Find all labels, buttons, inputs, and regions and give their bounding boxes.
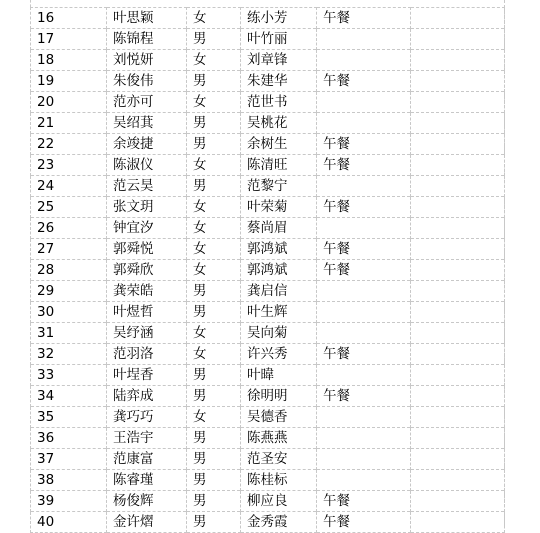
cell-number[interactable]: 34	[31, 386, 107, 407]
cell-parent-name[interactable]: 余树生	[241, 134, 317, 155]
cell-parent-name[interactable]: 陈清旺	[241, 155, 317, 176]
cell-number[interactable]: 23	[31, 155, 107, 176]
student-table-body	[31, 8, 505, 533]
cell-empty[interactable]	[411, 302, 505, 323]
table-row	[31, 323, 505, 344]
cell-number[interactable]: 35	[31, 407, 107, 428]
cell-number[interactable]: 33	[31, 365, 107, 386]
cell-meal[interactable]	[317, 407, 411, 428]
cell-student-name[interactable]: 龚荣皓	[107, 281, 187, 302]
cell-student-name[interactable]: 王浩宇	[107, 428, 187, 449]
cell-parent-name[interactable]: 郭鸿斌	[241, 260, 317, 281]
table-row	[31, 407, 505, 428]
cell-empty[interactable]	[411, 197, 505, 218]
cell-number[interactable]: 36	[31, 428, 107, 449]
cell-number[interactable]: 28	[31, 260, 107, 281]
cell-student-name[interactable]: 郭舜悦	[107, 239, 187, 260]
cell-number[interactable]: 30	[31, 302, 107, 323]
cell-meal[interactable]: 午餐	[317, 386, 411, 407]
cell-number[interactable]: 19	[31, 71, 107, 92]
cell-empty[interactable]	[411, 176, 505, 197]
cell-student-name[interactable]: 范亦可	[107, 92, 187, 113]
cell-gender[interactable]: 男	[187, 281, 241, 302]
cell-number[interactable]: 21	[31, 113, 107, 134]
cell-meal[interactable]	[317, 113, 411, 134]
cell-meal[interactable]	[317, 470, 411, 491]
cell-parent-name[interactable]: 范世书	[241, 92, 317, 113]
table-row	[31, 239, 505, 260]
cell-meal[interactable]: 午餐	[317, 260, 411, 281]
table-row	[31, 491, 505, 512]
cell-parent-name[interactable]: 陈桂标	[241, 470, 317, 491]
table-row	[31, 470, 505, 491]
cell-gender[interactable]: 男	[187, 491, 241, 512]
cell-student-name[interactable]: 郭舜欣	[107, 260, 187, 281]
cell-parent-name[interactable]: 叶生辉	[241, 302, 317, 323]
cell-meal[interactable]	[317, 218, 411, 239]
cell-meal[interactable]: 午餐	[317, 344, 411, 365]
cell-meal[interactable]: 午餐	[317, 491, 411, 512]
cell-gender[interactable]: 男	[187, 428, 241, 449]
cell-gender[interactable]: 女	[187, 323, 241, 344]
cell-parent-name[interactable]: 陈燕燕	[241, 428, 317, 449]
cell-number[interactable]: 40	[31, 512, 107, 533]
table-row	[31, 281, 505, 302]
cell-meal[interactable]: 午餐	[317, 239, 411, 260]
table-row	[31, 155, 505, 176]
cell-number[interactable]: 32	[31, 344, 107, 365]
cell-gender[interactable]: 女	[187, 50, 241, 71]
cell-empty[interactable]	[411, 323, 505, 344]
grid-right-edge	[504, 0, 505, 527]
cell-empty[interactable]	[411, 344, 505, 365]
cell-parent-name[interactable]: 郭鸿斌	[241, 239, 317, 260]
cell-meal[interactable]: 午餐	[317, 71, 411, 92]
cell-gender[interactable]: 男	[187, 470, 241, 491]
cell-number[interactable]: 38	[31, 470, 107, 491]
table-row	[31, 260, 505, 281]
table-row	[31, 92, 505, 113]
cell-number[interactable]: 39	[31, 491, 107, 512]
cell-gender[interactable]: 女	[187, 8, 241, 29]
cell-number[interactable]: 37	[31, 449, 107, 470]
cell-meal[interactable]: 午餐	[317, 155, 411, 176]
cell-number[interactable]: 20	[31, 92, 107, 113]
cell-student-name[interactable]: 张文玥	[107, 197, 187, 218]
cell-empty[interactable]	[411, 491, 505, 512]
cell-parent-name[interactable]: 龚启信	[241, 281, 317, 302]
cell-empty[interactable]	[411, 470, 505, 491]
cell-meal[interactable]	[317, 323, 411, 344]
cell-number[interactable]: 22	[31, 134, 107, 155]
cell-number[interactable]: 31	[31, 323, 107, 344]
cell-meal[interactable]	[317, 428, 411, 449]
cell-empty[interactable]	[411, 365, 505, 386]
cell-meal[interactable]	[317, 365, 411, 386]
cell-number[interactable]: 24	[31, 176, 107, 197]
grid-top-edge	[30, 0, 504, 7]
cell-student-name[interactable]: 刘悦妍	[107, 50, 187, 71]
cell-gender[interactable]: 女	[187, 344, 241, 365]
cell-empty[interactable]	[411, 155, 505, 176]
cell-gender[interactable]: 女	[187, 260, 241, 281]
cell-meal[interactable]	[317, 302, 411, 323]
cell-gender[interactable]: 女	[187, 197, 241, 218]
cell-gender[interactable]: 男	[187, 134, 241, 155]
cell-student-name[interactable]: 朱俊伟	[107, 71, 187, 92]
table-row	[31, 449, 505, 470]
cell-parent-name[interactable]: 金秀霞	[241, 512, 317, 533]
cell-student-name[interactable]: 叶埕香	[107, 365, 187, 386]
table-row	[31, 197, 505, 218]
cell-student-name[interactable]: 范羽洛	[107, 344, 187, 365]
cell-empty[interactable]	[411, 407, 505, 428]
cell-meal[interactable]	[317, 449, 411, 470]
cell-parent-name[interactable]: 练小芳	[241, 8, 317, 29]
cell-number[interactable]: 17	[31, 29, 107, 50]
cell-number[interactable]: 26	[31, 218, 107, 239]
cell-meal[interactable]: 午餐	[317, 8, 411, 29]
cell-student-name[interactable]: 金许熠	[107, 512, 187, 533]
table-row	[31, 113, 505, 134]
cell-parent-name[interactable]: 吴桃花	[241, 113, 317, 134]
cell-parent-name[interactable]: 吴向菊	[241, 323, 317, 344]
cell-student-name[interactable]: 余竣捷	[107, 134, 187, 155]
cell-empty[interactable]	[411, 50, 505, 71]
cell-student-name[interactable]: 陈睿瑾	[107, 470, 187, 491]
cell-parent-name[interactable]: 蔡尚眉	[241, 218, 317, 239]
table-row	[31, 428, 505, 449]
cell-empty[interactable]	[411, 92, 505, 113]
cell-number[interactable]: 25	[31, 197, 107, 218]
cell-gender[interactable]: 女	[187, 92, 241, 113]
cell-student-name[interactable]: 范康富	[107, 449, 187, 470]
cell-student-name[interactable]: 叶思颖	[107, 8, 187, 29]
cell-number[interactable]: 27	[31, 239, 107, 260]
cell-gender[interactable]: 男	[187, 176, 241, 197]
cell-empty[interactable]	[411, 386, 505, 407]
cell-parent-name[interactable]: 许兴秀	[241, 344, 317, 365]
cell-student-name[interactable]: 钟宜汐	[107, 218, 187, 239]
cell-meal[interactable]: 午餐	[317, 512, 411, 533]
table-row	[31, 29, 505, 50]
cell-meal[interactable]	[317, 176, 411, 197]
cell-gender[interactable]: 女	[187, 155, 241, 176]
cell-meal[interactable]: 午餐	[317, 197, 411, 218]
table-row	[31, 344, 505, 365]
cell-parent-name[interactable]: 叶暐	[241, 365, 317, 386]
cell-student-name[interactable]: 杨俊辉	[107, 491, 187, 512]
table-row	[31, 71, 505, 92]
table-row	[31, 386, 505, 407]
table-row	[31, 512, 505, 533]
cell-gender[interactable]: 男	[187, 71, 241, 92]
cell-empty[interactable]	[411, 134, 505, 155]
cell-empty[interactable]	[411, 512, 505, 533]
cell-number[interactable]: 16	[31, 8, 107, 29]
cell-meal[interactable]	[317, 50, 411, 71]
cell-student-name[interactable]: 陆弈成	[107, 386, 187, 407]
cell-student-name[interactable]: 吴纾涵	[107, 323, 187, 344]
student-table	[30, 7, 505, 533]
cell-empty[interactable]	[411, 113, 505, 134]
cell-empty[interactable]	[411, 8, 505, 29]
cell-student-name[interactable]: 陈锦程	[107, 29, 187, 50]
cell-empty[interactable]	[411, 281, 505, 302]
cell-parent-name[interactable]: 朱建华	[241, 71, 317, 92]
cell-parent-name[interactable]: 柳应良	[241, 491, 317, 512]
cell-gender[interactable]: 男	[187, 113, 241, 134]
cell-student-name[interactable]: 陈淑仪	[107, 155, 187, 176]
cell-gender[interactable]: 男	[187, 365, 241, 386]
cell-empty[interactable]	[411, 449, 505, 470]
cell-parent-name[interactable]: 范圣安	[241, 449, 317, 470]
table-row	[31, 50, 505, 71]
cell-student-name[interactable]: 叶煜哲	[107, 302, 187, 323]
cell-student-name[interactable]: 龚巧巧	[107, 407, 187, 428]
cell-empty[interactable]	[411, 428, 505, 449]
cell-empty[interactable]	[411, 71, 505, 92]
table-row	[31, 302, 505, 323]
cell-parent-name[interactable]: 吴德香	[241, 407, 317, 428]
table-row	[31, 365, 505, 386]
cell-parent-name[interactable]: 叶竹丽	[241, 29, 317, 50]
cell-meal[interactable]	[317, 29, 411, 50]
cell-gender[interactable]: 男	[187, 512, 241, 533]
cell-parent-name[interactable]: 徐明明	[241, 386, 317, 407]
cell-empty[interactable]	[411, 260, 505, 281]
cell-number[interactable]: 18	[31, 50, 107, 71]
cell-gender[interactable]: 男	[187, 449, 241, 470]
table-row	[31, 218, 505, 239]
cell-gender[interactable]: 女	[187, 218, 241, 239]
cell-parent-name[interactable]: 刘章锋	[241, 50, 317, 71]
cell-gender[interactable]: 女	[187, 407, 241, 428]
cell-gender[interactable]: 男	[187, 29, 241, 50]
cell-gender[interactable]: 女	[187, 239, 241, 260]
cell-parent-name[interactable]: 叶荣菊	[241, 197, 317, 218]
cell-gender[interactable]: 男	[187, 386, 241, 407]
cell-meal[interactable]	[317, 92, 411, 113]
cell-gender[interactable]: 男	[187, 302, 241, 323]
table-row	[31, 176, 505, 197]
cell-empty[interactable]	[411, 239, 505, 260]
cell-number[interactable]: 29	[31, 281, 107, 302]
cell-meal[interactable]	[317, 281, 411, 302]
cell-student-name[interactable]: 吴绍萁	[107, 113, 187, 134]
cell-empty[interactable]	[411, 29, 505, 50]
cell-student-name[interactable]: 范云昊	[107, 176, 187, 197]
table-row	[31, 134, 505, 155]
cell-parent-name[interactable]: 范黎宁	[241, 176, 317, 197]
table-row	[31, 8, 505, 29]
cell-meal[interactable]: 午餐	[317, 134, 411, 155]
cell-empty[interactable]	[411, 218, 505, 239]
